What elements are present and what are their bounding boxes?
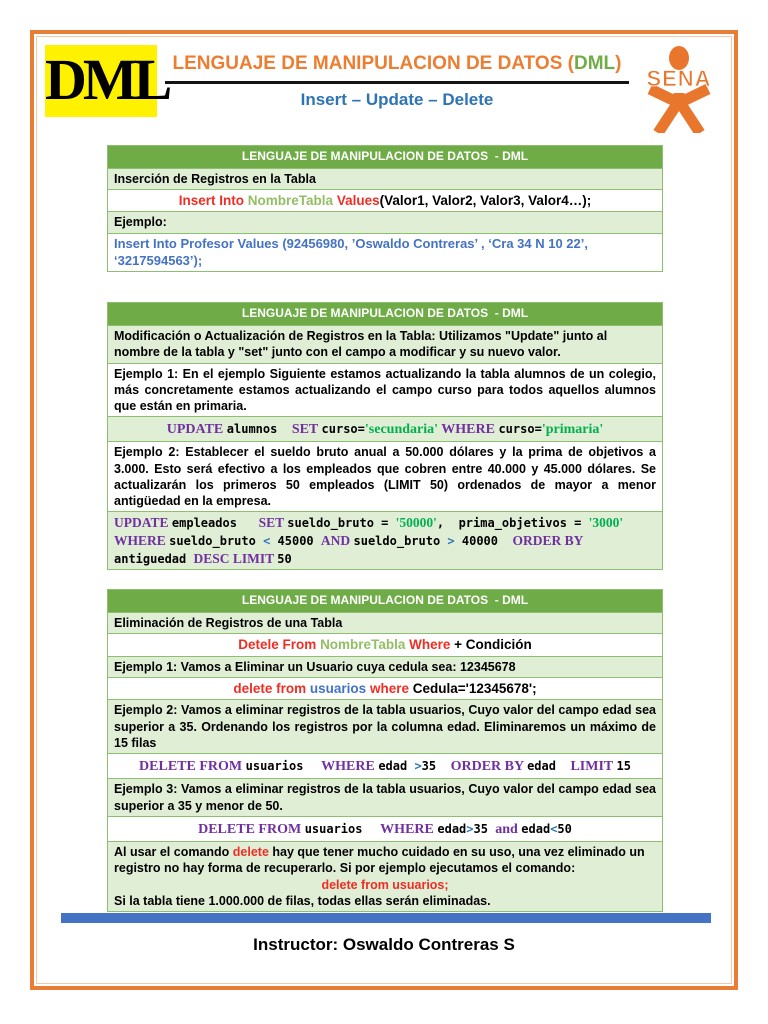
delete-warning-end: Si la tabla tiene 1.000.000 de filas, todas ellas serán eliminadas. [114, 893, 491, 908]
sql-keyword: SET [291, 422, 322, 438]
sql-string: '50000' [395, 515, 437, 531]
delete-example2-text: Ejemplo 2: Vamos a eliminar registros de la tabla usuarios, Cuyo valor del campo edad sea superior a 35. Ordenando los registros por la columna edad. Eliminaremos un máximo de 15 filas [108, 699, 662, 753]
sql-string: '3000' [588, 515, 624, 531]
insert-syntax-row [108, 189, 662, 212]
sena-logo-text: SENA [646, 66, 712, 91]
delete-warning-text [114, 844, 656, 877]
sql-keyword: WHERE [438, 422, 499, 438]
sql-values: (Valor1, Valor2, Valor3, Valor4…); [379, 192, 592, 208]
header-titles [157, 53, 637, 110]
sql-identifier: edad [437, 821, 467, 836]
sql-keyword: Detele From [238, 637, 321, 653]
sql-keyword: ORDER BY [512, 533, 587, 549]
sql-keyword: DESC LIMIT [193, 550, 278, 566]
sql-identifier: sueldo_bruto [169, 534, 264, 549]
sql-keyword: ORDER BY [450, 759, 528, 775]
dml-logo: DML [45, 45, 157, 117]
delete-table-header: LENGUAJE DE MANIPULACION DE DATOS - DML [108, 590, 662, 612]
sql-keyword: AND [320, 533, 354, 549]
title-dml: DML [574, 53, 616, 74]
sql-table-name: NombreTabla [247, 192, 337, 208]
update-example1-text: Ejemplo 1: En el ejemplo Siguiente estamos actualizando la tabla alumnos de un colegio, más concretamente estamos actualizando el campo curso para todos aquellos alumnos que están en primaria. [108, 363, 662, 417]
sql-identifier: usuarios [245, 759, 318, 774]
delete-table [107, 589, 663, 912]
update-example2-text: Ejemplo 2: Establecer el sueldo bruto anual a 50.000 dólares y la prima de objetivos a 3.000. Esto será efectivo a los empleados que cobren entre 40.000 y 45.000 dólares. Se actualizarán los primeros 50 empleados (LIMIT 50) ordenados de mayor a menor antigüedad en la empresa. [108, 441, 662, 511]
sql-identifier: antiguedad [114, 551, 194, 566]
sql-table-name: usuarios [309, 680, 370, 696]
update-table [107, 302, 663, 570]
delete-syntax-row [108, 633, 662, 656]
sql-operator: > [466, 821, 474, 836]
sql-number: 40000 [461, 534, 513, 549]
delete-code2-row [108, 753, 662, 778]
page-frame [30, 30, 738, 990]
delete-section-title: Eliminación de Registros de una Tabla [108, 612, 662, 633]
sql-keyword: DELETE FROM [139, 759, 246, 775]
sql-identifier: sueldo_bruto = [287, 516, 396, 531]
warning-text-a: Al usar el comando [114, 845, 233, 860]
sql-condition: + Condición [454, 637, 532, 653]
sql-identifier: curso= [321, 422, 365, 437]
title-paren-open: ( [567, 53, 574, 74]
page-subtitle: Insert – Update – Delete [300, 90, 494, 109]
delete-warning-block [108, 841, 662, 911]
warning-text-b: hay que tener mucho cuidado en su uso, una vez eliminado un registro no hay forma de recuperarlo. Si por ejemplo ejecutamos el comando: [114, 845, 645, 876]
sql-number: 35 [421, 759, 451, 774]
sql-table-name: NombreTabla [320, 637, 410, 653]
sql-string: 'secundaria' [364, 422, 439, 438]
sql-keyword: UPDATE [114, 515, 172, 531]
sql-condition: Cedula='12345678'; [412, 680, 537, 696]
sql-operator: > [414, 759, 422, 774]
insert-section-title: Inserción de Registros en la Tabla [108, 168, 662, 189]
sql-keyword: LIMIT [570, 759, 617, 775]
sql-keyword: DELETE FROM [198, 821, 305, 837]
sql-identifier: alumnos [226, 422, 292, 437]
sql-keyword: WHERE [114, 515, 627, 549]
sql-operator: < [263, 534, 278, 549]
sql-keyword: WHERE [376, 821, 438, 837]
sql-keyword: where [369, 680, 413, 696]
sql-identifier: curso= [498, 422, 542, 437]
sql-identifier: empleados [171, 516, 259, 531]
footer-instructor: Instructor: Oswaldo Contreras S [253, 935, 515, 954]
delete-example3-text: Ejemplo 3: Vamos a eliminar registros de la tabla usuarios, Cuyo valor del campo edad sea superior a 35 y menor de 50. [108, 778, 662, 816]
sql-keyword: and [495, 821, 522, 837]
sql-keyword: SET [258, 515, 288, 531]
sql-identifier: edad [378, 759, 415, 774]
sql-keyword: Values [336, 192, 380, 208]
sql-identifier: usuarios [304, 821, 377, 836]
sql-number: 35 [473, 821, 496, 836]
delete-code1-row [108, 677, 662, 700]
sql-keyword: delete from [233, 680, 310, 696]
insert-example-label: Ejemplo: [108, 211, 662, 232]
delete-warning-command: delete from usuarios; [321, 877, 449, 892]
sql-number: 50 [557, 821, 572, 836]
delete-code3-row [108, 816, 662, 841]
sql-operator: > [447, 534, 462, 549]
sql-number: 45000 [277, 534, 321, 549]
delete-example1-text: Ejemplo 1: Vamos a Eliminar un Usuario cuya cedula sea: 12345678 [108, 656, 662, 677]
sql-identifier: sueldo_bruto [353, 534, 448, 549]
update-description: Modificación o Actualización de Registros en la Tabla: Utilizamos "Update" junto al nombre de la tabla y "set" junto con el campo a modificar y su nuevo valor. [108, 325, 662, 363]
insert-table [107, 145, 663, 272]
footer-divider-bar [61, 913, 711, 923]
sql-keyword: WHERE [317, 759, 379, 775]
sql-identifier: edad [527, 759, 571, 774]
insert-table-header: LENGUAJE DE MANIPULACION DE DATOS - DML [108, 146, 662, 168]
sql-operator: < [550, 821, 558, 836]
document-header [37, 37, 731, 133]
insert-example-row: Insert Into Profesor Values (92456980, ’Oswaldo Contreras’ , ‘Cra 34 N 10 22’, ‘3217594563’); [108, 233, 662, 272]
update-code2-row [108, 511, 662, 569]
sql-number: 50 [277, 551, 292, 566]
sql-identifier: , prima_objetivos = [436, 516, 589, 531]
sql-string: 'primaria' [541, 422, 604, 438]
update-code1-row [108, 416, 662, 441]
title-main: LENGUAJE DE MANIPULACION DE DATOS [172, 53, 568, 74]
sql-identifier: edad [521, 821, 551, 836]
title-paren-close: ) [615, 53, 622, 74]
sql-keyword: Where [409, 637, 455, 653]
sena-logo-icon [637, 45, 721, 133]
page-title [165, 53, 629, 84]
sql-keyword: Insert Into [178, 192, 248, 208]
update-table-header: LENGUAJE DE MANIPULACION DE DATOS - DML [108, 303, 662, 325]
sql-number: 15 [616, 759, 631, 774]
warning-delete-word: delete [232, 845, 269, 860]
page-frame-inner [36, 36, 732, 984]
sql-keyword: UPDATE [166, 422, 227, 438]
